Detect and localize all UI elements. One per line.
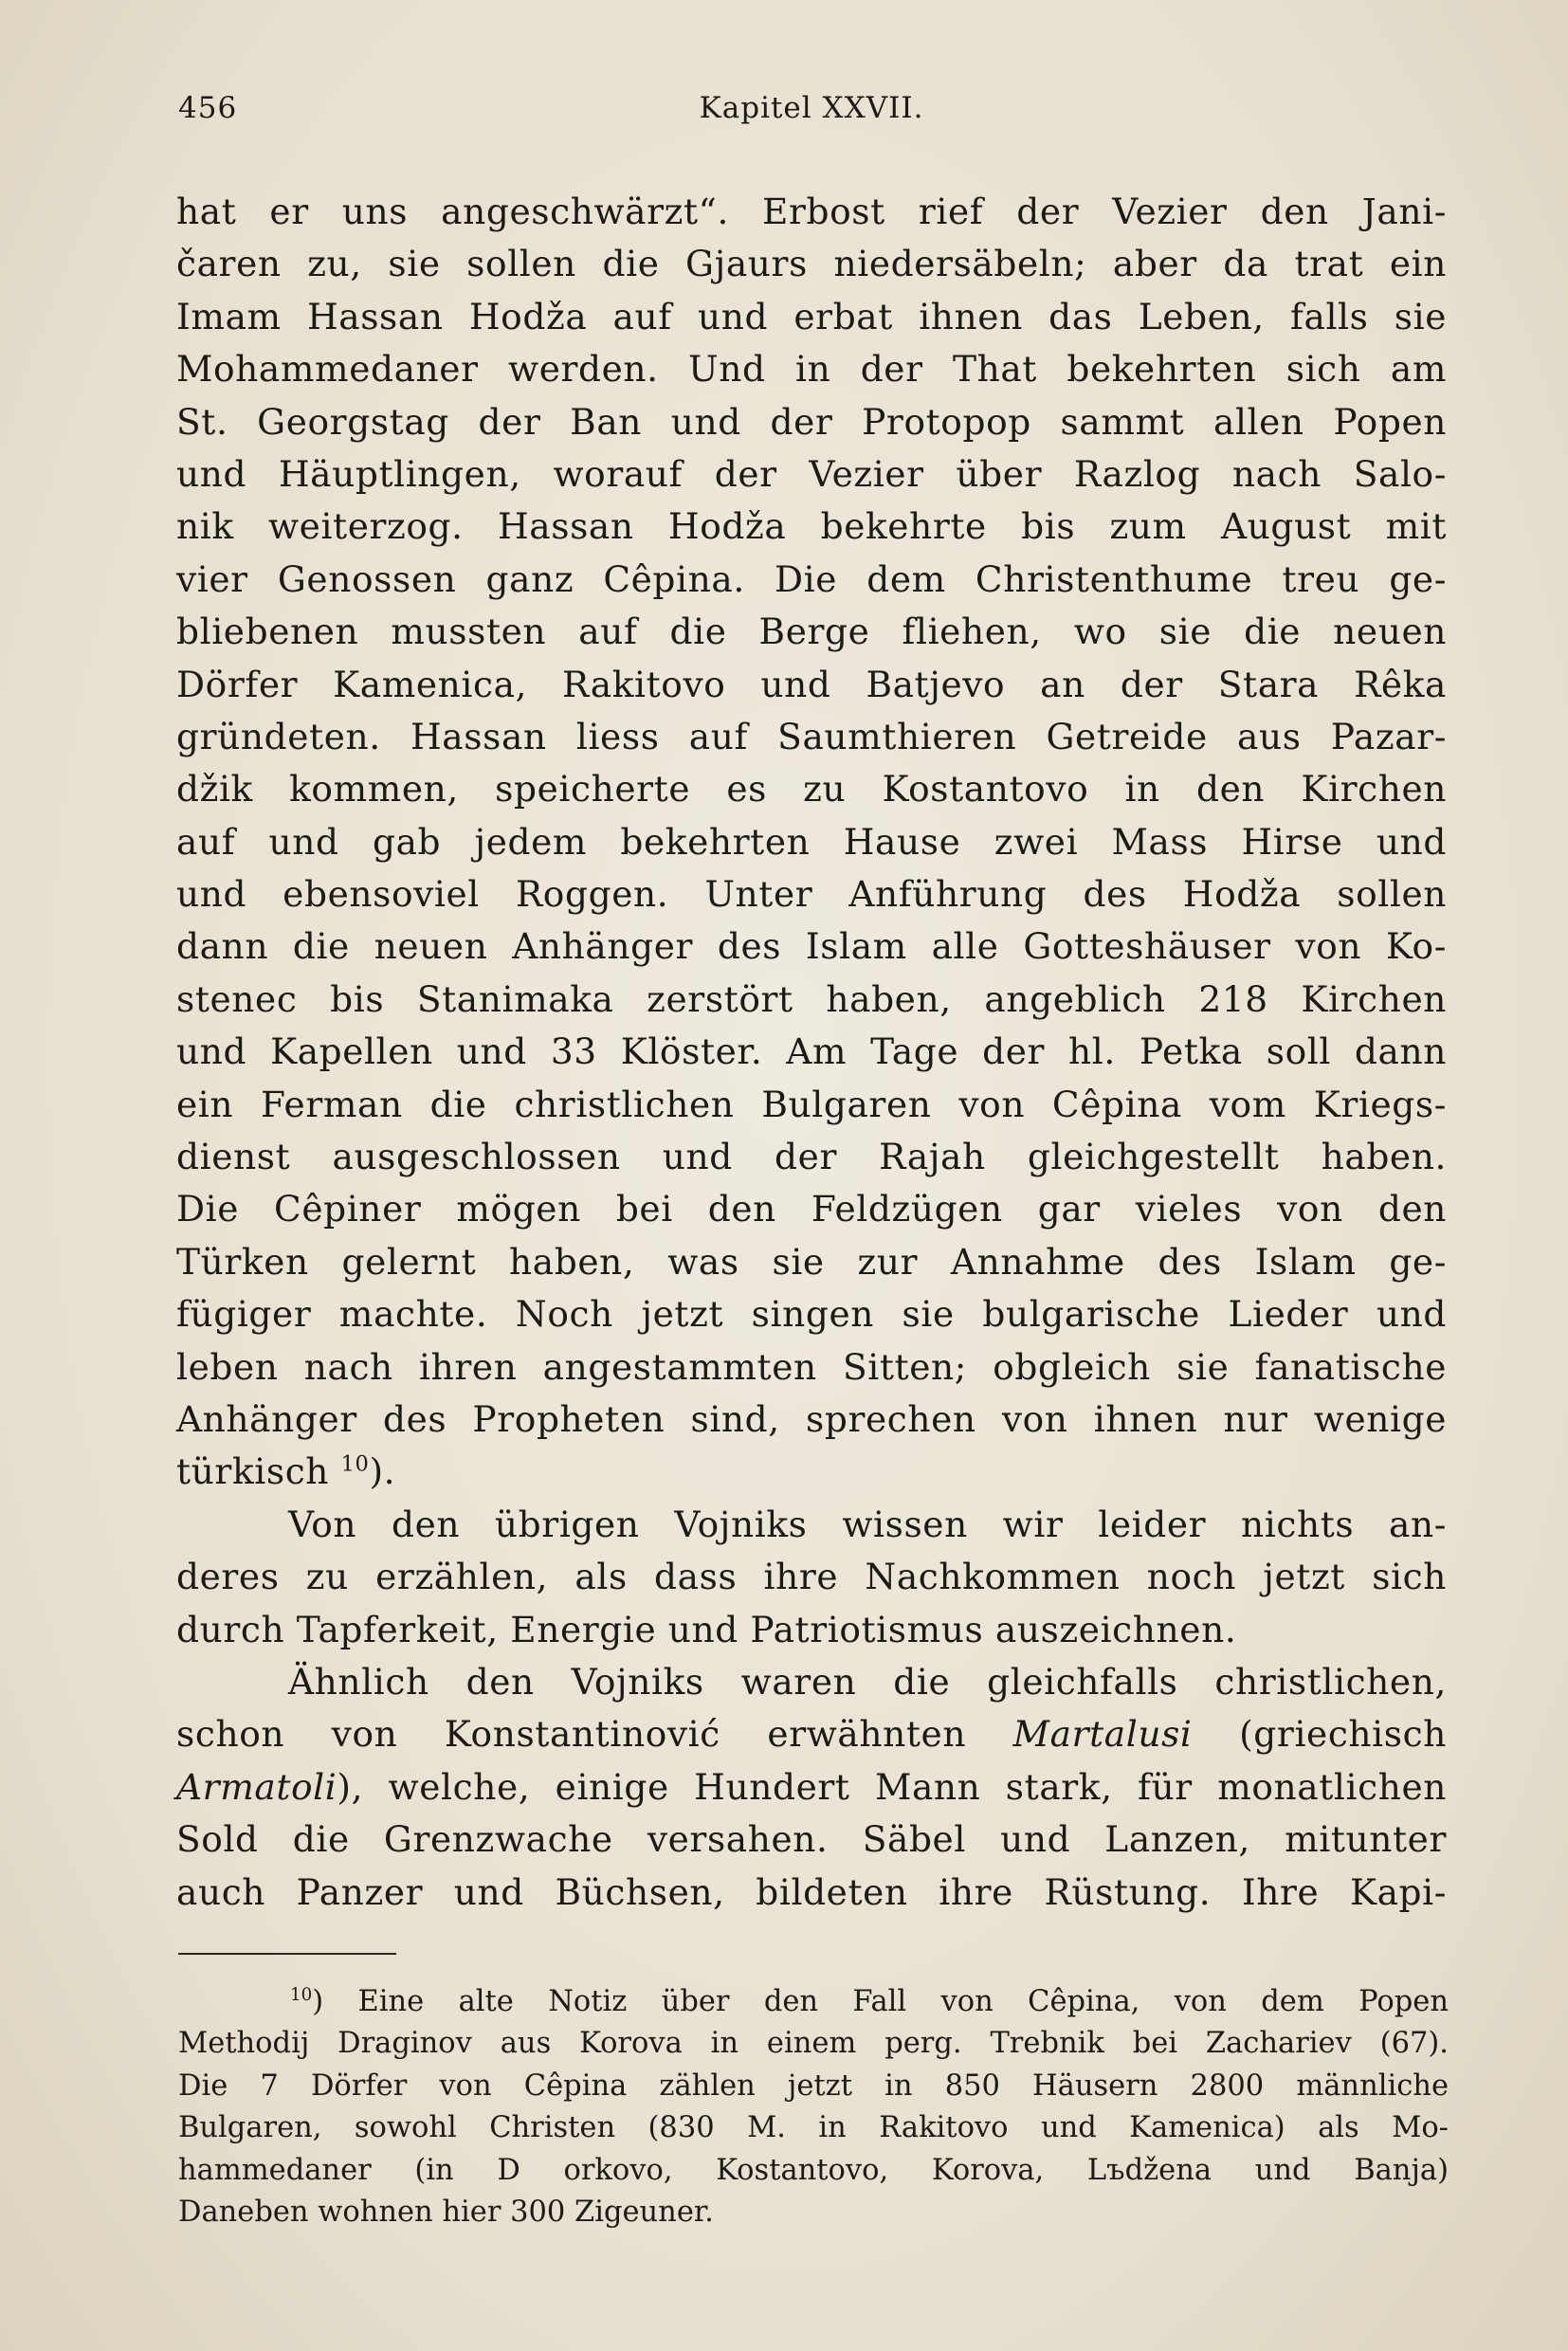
text-fragment: schon von Konstantinović erwähnten — [176, 1713, 967, 1756]
text-fragment: türkisch — [176, 1450, 330, 1493]
footnote-line: Methodij Draginov aus Korova in einem perg. Trebnik bei Zachariev (67). — [178, 2027, 1449, 2061]
page-number: 456 — [178, 91, 238, 125]
text-line — [176, 1446, 1447, 1498]
text-line: Von den übrigen Vojniks wissen wir leider nichts an- — [288, 1503, 1447, 1545]
text-line: Sold die Grenzwache versahen. Säbel und Lanzen, mitunter — [176, 1818, 1447, 1861]
text-line: bliebenen mussten auf die Berge fliehen, wo sie die neuen — [176, 611, 1447, 653]
footnote-reference: 10 — [340, 1451, 370, 1477]
text-line: dienst ausgeschlossen und der Rajah gleichgestellt haben. — [176, 1136, 1447, 1178]
text-line: leben nach ihren angestammten Sitten; obgleich sie fanatische — [176, 1345, 1447, 1388]
text-line: deres zu erzählen, als dass ihre Nachkommen noch jetzt sich — [176, 1556, 1447, 1598]
text-line: Dörfer Kamenica, Rakitovo und Batjevo an der Stara Rêka — [176, 663, 1447, 705]
text-line: und Häuptlingen, worauf der Vezier über Razlog nach Salo- — [176, 452, 1447, 495]
footnote-line: Die 7 Dörfer von Cêpina zählen jetzt in 850 Häusern 2800 männliche — [178, 2069, 1449, 2103]
text-line: durch Tapferkeit, Energie und Patriotismus auszeichnen. — [176, 1608, 1237, 1650]
footnote-line: Bulgaren, sowohl Christen (830 M. in Rakitovo und Kamenica) als Mo- — [178, 2111, 1449, 2145]
text-line: und ebensoviel Roggen. Unter Anführung des Hodža sollen — [176, 873, 1447, 916]
footnotes — [178, 1981, 1449, 2233]
text-line: džik kommen, speicherte es zu Kostantovo in den Kirchen — [176, 768, 1447, 811]
text-line: Ähnlich den Vojniks waren die gleichfalls christlichen, — [288, 1660, 1447, 1703]
text-line — [176, 1761, 1447, 1813]
footnote-line: hammedaner (in D orkovo, Kostantovo, Korova, Lъdžena und Banja) — [178, 2153, 1449, 2187]
body-text — [176, 186, 1447, 1919]
text-fragment: ) Eine alte Notiz über den Fall von Cêpina, von dem Popen — [312, 1985, 1449, 2018]
text-line: stenec bis Stanimaka zerstört haben, angeblich 218 Kirchen — [176, 977, 1447, 1020]
text-line: Türken gelernt haben, was sie zur Annahme des Islam ge- — [176, 1240, 1447, 1283]
italic-term: Martalusi — [1012, 1713, 1193, 1756]
text-fragment: ), welche, einige Hundert Mann stark, für monatlichen — [337, 1765, 1447, 1808]
text-line: vier Genossen ganz Cêpina. Die dem Christenthume treu ge- — [176, 557, 1447, 600]
text-line: Die Cêpiner mögen bei den Feldzügen gar vieles von den — [176, 1188, 1447, 1230]
text-fragment: (griechisch — [1239, 1713, 1447, 1756]
text-line: hat er uns angeschwärzt“. Erbost rief der Vezier den Jani- — [176, 191, 1447, 232]
text-line: auch Panzer und Büchsen, bildeten ihre Rüstung. Ihre Kapi- — [176, 1870, 1447, 1913]
footnote-line: Daneben wohnen hier 300 Zigeuner. — [178, 2195, 714, 2229]
text-line: Imam Hassan Hodža auf und erbat ihnen das Leben, falls sie — [176, 295, 1447, 337]
text-line: nik weiterzog. Hassan Hodža bekehrte bis zum August mit — [176, 505, 1447, 548]
text-line: čaren zu, sie sollen die Gjaurs niedersäbeln; aber da trat ein — [176, 243, 1447, 285]
page-header — [178, 91, 1445, 129]
text-fragment: ). — [369, 1450, 396, 1493]
text-line: Anhänger des Propheten sind, sprechen von ihnen nur wenige — [176, 1397, 1447, 1440]
text-line: auf und gab jedem bekehrten Hause zwei Mass Hirse und — [176, 820, 1447, 863]
footnote-line — [178, 1981, 1449, 2023]
footnote-divider — [178, 1953, 396, 1955]
text-line: St. Georgstag der Ban und der Protopop sammt allen Popen — [176, 400, 1447, 443]
text-line: und Kapellen und 33 Klöster. Am Tage der hl. Petka soll dann — [176, 1030, 1447, 1073]
running-head: Kapitel XXVII. — [699, 91, 924, 125]
footnote-marker: 10 — [290, 1984, 313, 2005]
text-line — [176, 1708, 1447, 1760]
text-line: dann die neuen Anhänger des Islam alle Gotteshäuser von Ko- — [176, 925, 1447, 968]
text-line: Mohammedaner werden. Und in der That bekehrten sich am — [176, 348, 1447, 391]
italic-term: Armatoli — [176, 1765, 337, 1808]
text-line: ein Ferman die christlichen Bulgaren von Cêpina vom Kriegs- — [176, 1083, 1447, 1125]
text-line: fügiger machte. Noch jetzt singen sie bulgarische Lieder und — [176, 1293, 1447, 1336]
text-line: gründeten. Hassan liess auf Saumthieren Getreide aus Pazar- — [176, 715, 1447, 757]
